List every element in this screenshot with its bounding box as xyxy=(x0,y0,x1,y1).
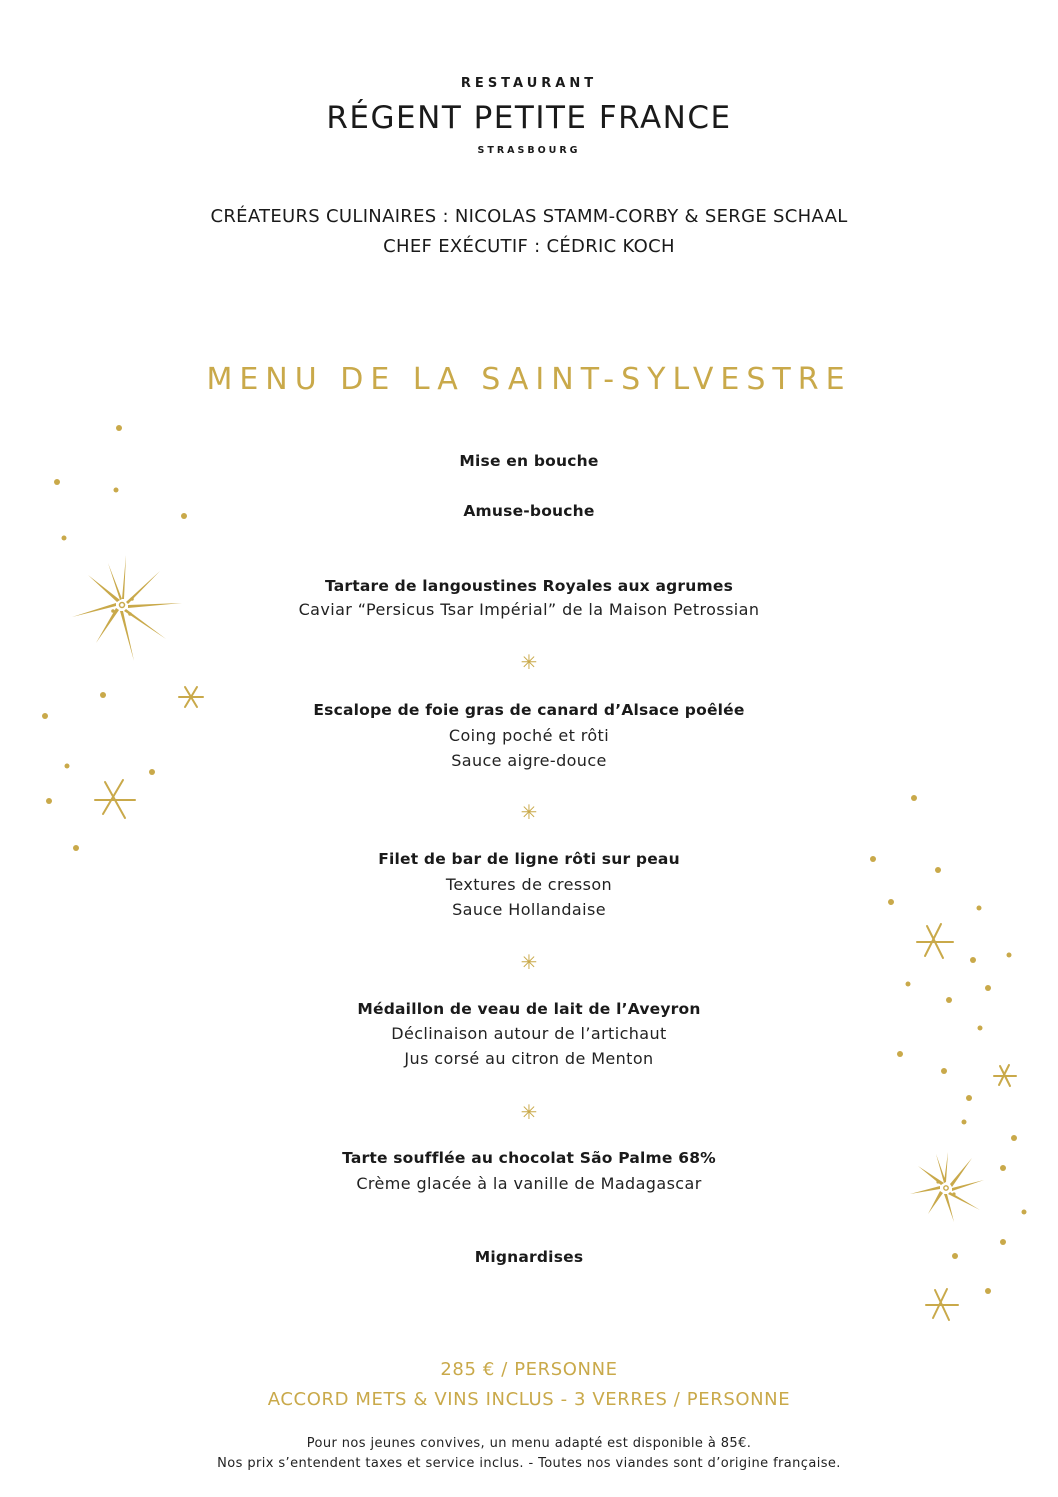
footnote-prices: Nos prix s’entendent taxes et service inclus. - Toutes nos viandes sont d’origine française. xyxy=(217,1456,841,1471)
course-description: Crème glacée à la vanille de Madagascar xyxy=(356,1174,702,1193)
intro-item: Mise en bouche xyxy=(459,452,599,470)
course-title: Escalope de foie gras de canard d’Alsace poêlée xyxy=(313,701,745,719)
restaurant-label: RESTAURANT xyxy=(460,76,598,91)
course-title: Filet de bar de ligne rôti sur peau xyxy=(378,850,680,868)
separator-star-icon: ✳ xyxy=(520,1100,538,1124)
course-description: Coing poché et rôti xyxy=(448,726,610,745)
course-description: Sauce Hollandaise xyxy=(452,900,606,919)
restaurant-city: STRASBOURG xyxy=(477,145,581,156)
course-title: Médaillon de veau de lait de l’Aveyron xyxy=(357,1000,701,1018)
separator-star-icon: ✳ xyxy=(520,800,538,824)
small-star-icon xyxy=(926,1289,958,1320)
menu-title: MENU DE LA SAINT-SYLVESTRE xyxy=(206,362,852,397)
course-description: Textures de cresson xyxy=(445,875,613,894)
course-description: Déclinaison autour de l’artichaut xyxy=(391,1024,667,1043)
wine-pairing: ACCORD METS & VINS INCLUS - 3 VERRES / PERSONNE xyxy=(267,1389,791,1410)
footnote-children-menu: Pour nos jeunes convives, un menu adapté est disponible à 85€. xyxy=(306,1436,752,1451)
executive-chef: CHEF EXÉCUTIF : CÉDRIC KOCH xyxy=(383,236,675,257)
separator-star-icon: ✳ xyxy=(520,950,538,974)
culinary-creators: CRÉATEURS CULINAIRES : NICOLAS STAMM-CORBY & SERGE SCHAAL xyxy=(210,206,848,227)
restaurant-name: RÉGENT PETITE FRANCE xyxy=(326,100,732,136)
course-description: Caviar “Persicus Tsar Impérial” de la Maison Petrossian xyxy=(298,600,760,619)
left-dot-cluster xyxy=(42,425,187,851)
course-description: Sauce aigre-douce xyxy=(451,751,607,770)
separator-star-icon: ✳ xyxy=(520,650,538,674)
course-description: Jus corsé au citron de Menton xyxy=(404,1049,654,1068)
closing-item: Mignardises xyxy=(474,1248,584,1266)
price-per-person: 285 € / PERSONNE xyxy=(440,1359,618,1380)
right-dot-cluster xyxy=(870,795,1027,1294)
intro-item: Amuse-bouche xyxy=(463,502,595,520)
small-star-icon xyxy=(994,1065,1016,1086)
course-title: Tarte soufflée au chocolat São Palme 68% xyxy=(342,1149,716,1167)
course-title: Tartare de langoustines Royales aux agrumes xyxy=(324,577,733,595)
